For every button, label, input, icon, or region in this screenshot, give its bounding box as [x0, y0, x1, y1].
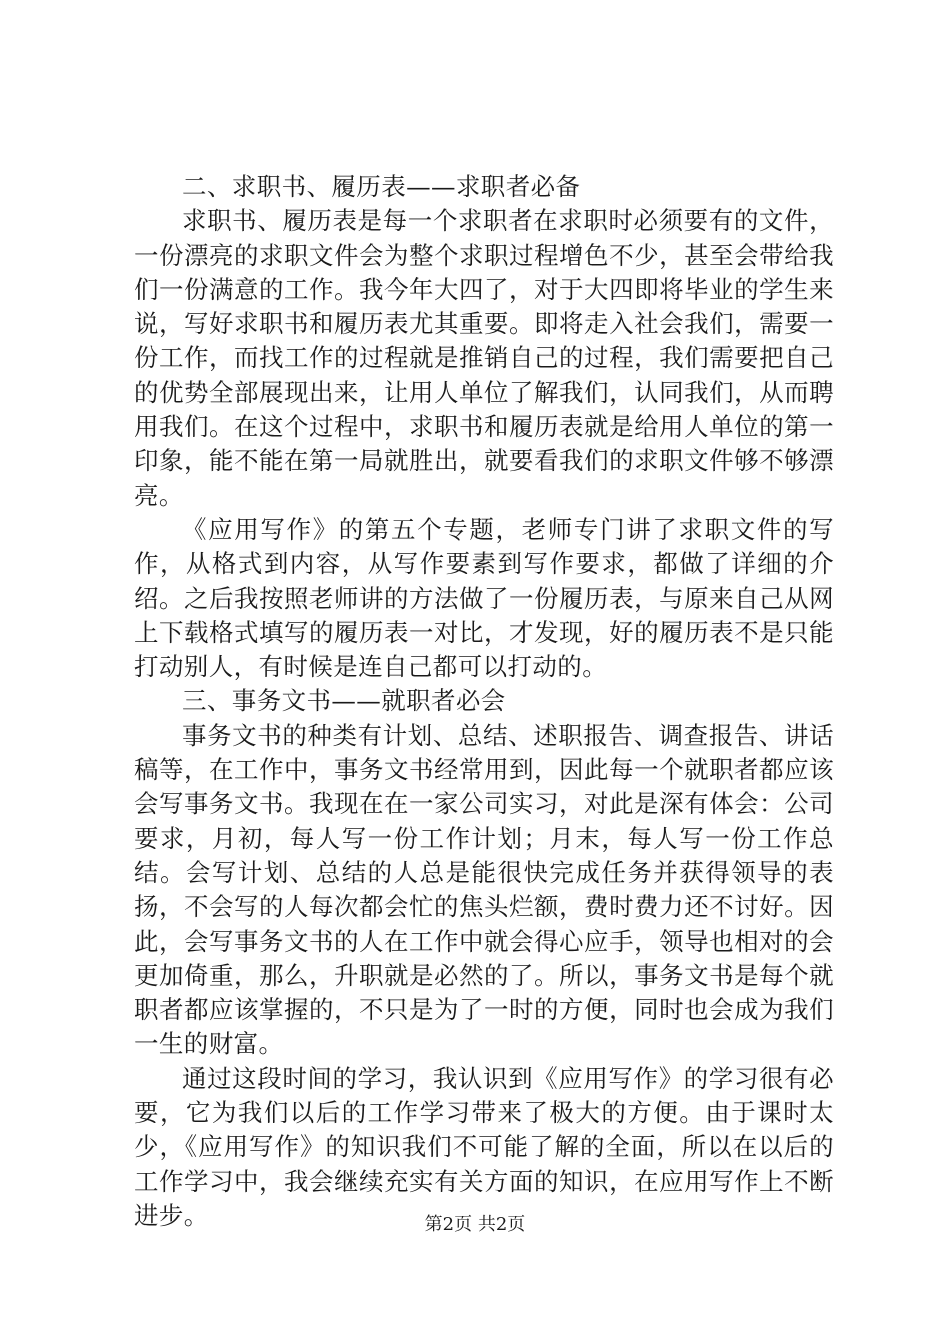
section-heading-job-application: 二、求职书、履历表——求职者必备 [182, 172, 581, 201]
paragraph-business-documents: 事务文书的种类有计划、总结、述职报告、调查报告、讲话稿等，在工作中，事务文书经常用到，因此每一个就职者都应该会写事务文书。我现在在一家公司实习，对此是深有体会：公司要求，月初，每人写一份工作计划；月末，每人写一份工作总结。会写计划、总结的人总是能很快完成任务并获得领导的表扬，不会写的人每次都会忙的焦头烂额，费时费力还不讨好。因此，会写事务文书的人在工作中就会得心应手，领导也相对的会更加倚重，那么，升职就是必然的了。所以，事务文书是每个就职者都应该掌握的，不只是为了一时的方便，同时也会成为我们一生的财富。 [134, 720, 834, 1059]
paragraph-course-topic-five: 《应用写作》的第五个专题，老师专门讲了求职文件的写作，从格式到内容，从写作要素到写作要求，都做了详细的介绍。之后我按照老师讲的方法做了一份履历表，与原来自己从网上下载格式填写的履历表一对比，才发现，好的履历表不是只能打动别人，有时候是连自己都可以打动的。 [134, 514, 834, 682]
document-body [134, 170, 834, 1233]
paragraph-job-application-intro: 求职书、履历表是每一个求职者在求职时必须要有的文件，一份漂亮的求职文件会为整个求职过程增色不少，甚至会带给我们一份满意的工作。我今年大四了，对于大四即将毕业的学生来说，写好求职书和履历表尤其重要。即将走入社会我们，需要一份工作，而找工作的过程就是推销自己的过程，我们需要把自己的优势全部展现出来，让用人单位了解我们，认同我们，从而聘用我们。在这个过程中，求职书和履历表就是给用人单位的第一印象，能不能在第一局就胜出，就要看我们的求职文件够不够漂亮。 [134, 206, 834, 510]
section-heading-business-documents: 三、事务文书——就职者必会 [182, 686, 506, 716]
page-number-footer: 第2页 共2页 [424, 1214, 526, 1235]
paragraph-conclusion: 通过这段时间的学习，我认识到《应用写作》的学习很有必要，它为我们以后的工作学习带来了极大的方便。由于课时太少，《应用写作》的知识我们不可能了解的全面，所以在以后的工作学习中，我会继续充实有关方面的知识，在应用写作上不断进步。 [134, 1063, 834, 1230]
